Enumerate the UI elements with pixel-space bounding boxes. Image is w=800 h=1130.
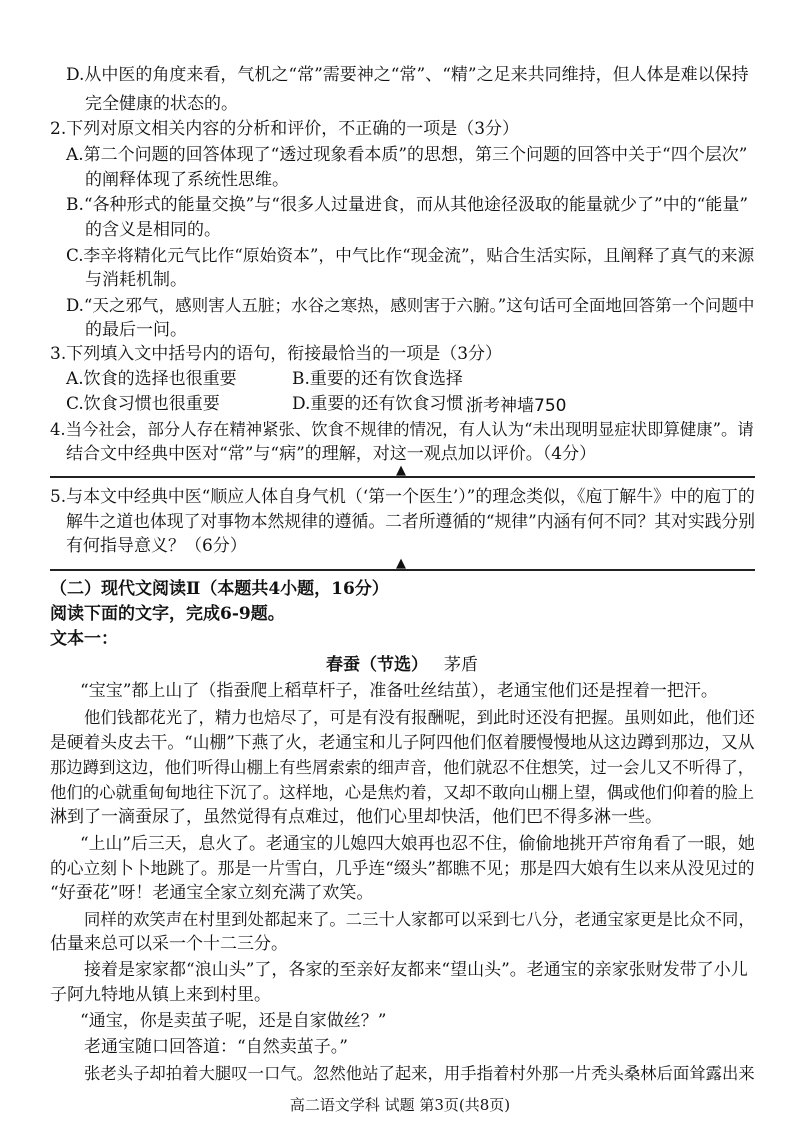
q1-option-d-line2: 完全健康的状态的。 <box>85 94 238 114</box>
answer-marker-q4: ▲ <box>396 463 406 478</box>
q4-line1: 4.当今社会，部分人存在精神紧张、饮食不规律的情况，有人认为“未出现明显症状即算健康”。请 <box>50 420 754 439</box>
passage-paragraph: 张老头子却拍着大腿叹一口气。忽然他站了起来，用手指着村外那一片秃头桑林后面耸露出来 <box>84 1064 755 1083</box>
q3-option-c: C.饮食习惯也很重要 <box>66 394 220 414</box>
passage-paragraph: 老通宝随口回答道：“自然卖茧子。” <box>84 1037 348 1057</box>
passage-paragraph: 淋到了一滴蚕尿了，虽然觉得有点难过，他们心里却快活，他们巴不得多淋一些。 <box>50 807 662 827</box>
q2-option-c-line1: C.李辛将精化元气比作“原始资本”，中气比作“现金流”，贴合生活实际，且阐释了真气的来源 <box>66 245 755 265</box>
passage-paragraph: 估量来总可以采一个十二三分。 <box>50 934 288 954</box>
passage-paragraph: 子阿九特地从镇上来到村里。 <box>50 985 271 1005</box>
q3-option-a: A.饮食的选择也很重要 <box>66 369 237 389</box>
passage-paragraph: 接着是家家都“浪山头”了，各家的至亲好友都来“望山头”。老通宝的亲家张财发带了小儿 <box>84 960 748 980</box>
passage-paragraph: 那边蹲到这边，他们听得山棚上有些屑索索的细声音，他们就忍不住想笑，过一会儿又不听得了， <box>50 758 755 777</box>
passage-paragraph: 的心立刻卜卜地跳了。那是一片雪白，几乎连“缀头”都瞧不见；那是四大娘有生以来从没见过的 <box>50 858 755 878</box>
divider-line <box>50 476 755 478</box>
passage-paragraph: 他们的心就重甸甸地往下沉了。这样地，心是焦灼着，又却不敢向山棚上望，偶或他们仰着的脸上 <box>50 783 755 802</box>
passage-paragraph: “好蚕花”呀！老通宝全家立刻充满了欢笑。 <box>50 883 374 903</box>
q2-stem: 2.下列对原文相关内容的分析和评价，不正确的一项是（3分） <box>50 119 520 139</box>
passage-paragraph: “宝宝”都上山了（指蚕爬上稻草杆子，准备吐丝结茧），老通宝他们还是捏着一把汗。 <box>80 681 718 701</box>
q2-option-d-line1: D.“天之邪气，感则害人五脏；水谷之寒热，感则害于六腑。”这句话可全面地回答第一个问题中 <box>66 296 755 315</box>
q5-line3: 有何指导意义？（6分） <box>66 536 247 556</box>
watermark-text: 浙考神墙750 <box>466 396 567 416</box>
q3-stem: 3.下列填入文中括号内的语句，衔接最恰当的一项是（3分） <box>50 344 503 364</box>
passage-paragraph: 他们钱都花光了，精力也焙尽了，可是有没有报酬呢，到此时还没有把握。虽则如此，他们还 <box>84 708 755 727</box>
passage-title: 春蚕（节选） <box>326 655 428 675</box>
q2-option-c-line2: 与消耗机制。 <box>85 270 187 290</box>
passage-paragraph: “上山”后三天，息火了。老通宝的儿媳四大娘再也忍不住，偷偷地挑开芦帘角看了一眼，她 <box>80 833 755 853</box>
q2-option-a-line2: 的阐释体现了系统性思维。 <box>85 170 289 190</box>
section-heading: （二）现代文阅读Ⅱ（本题共4小题，16分） <box>50 579 389 599</box>
q3-option-d: D.重要的还有饮食习惯 <box>292 394 464 414</box>
q2-option-b-line2: 的含义是相同的。 <box>85 220 221 240</box>
q2-option-d-line2: 的最后一问。 <box>85 320 187 340</box>
section-instruction: 阅读下面的文字，完成6-9题。 <box>50 604 285 624</box>
q2-option-b-line1: B.“各种形式的能量交换”与“很多人过量进食，而从其他途径汲取的能量就少了”中的“能量” <box>66 195 749 215</box>
q1-option-d-line1: D.从中医的角度来看，气机之“常”需要神之“常”、“精”之足来共同维持，但人体是难以保持 <box>66 65 749 85</box>
q4-line2: 结合文中经典中医对“常”与“病”的理解，对这一观点加以评价。（4分） <box>66 444 597 464</box>
page-footer: 高二语文学科 试题 第3页(共8页) <box>289 1096 511 1114</box>
q3-option-b: B.重要的还有饮食选择 <box>292 369 463 389</box>
passage-paragraph: “通宝，你是卖茧子呢，还是自家做丝？” <box>80 1011 387 1031</box>
text-label: 文本一： <box>50 629 118 649</box>
passage-paragraph: 是硬着头皮去干。“山棚”下燕了火，老通宝和儿子阿四他们伛着腰慢慢地从这边蹲到那边，又从 <box>50 732 755 752</box>
passage-paragraph: 同样的欢笑声在村里到处都起来了。二三十人家都可以采到七八分，老通宝家更是比众不同， <box>84 910 755 929</box>
q5-line1: 5.与本文中经典中医“顺应人体自身气机（‘第一个医生’）”的理念类似，《庖丁解牛》中的庖丁的 <box>50 486 755 506</box>
passage-author: 茅盾 <box>444 655 478 675</box>
q5-line2: 解牛之道也体现了对事物本然规律的遵循。二者所遵循的“规律”内涵有何不同？其对实践分别 <box>66 511 756 531</box>
answer-marker-q5: ▲ <box>396 556 406 571</box>
q2-option-a-line1: A.第二个问题的回答体现了“透过现象看本质”的思想，第三个问题的回答中关于“四个层次” <box>66 145 748 165</box>
divider-line <box>50 569 755 571</box>
